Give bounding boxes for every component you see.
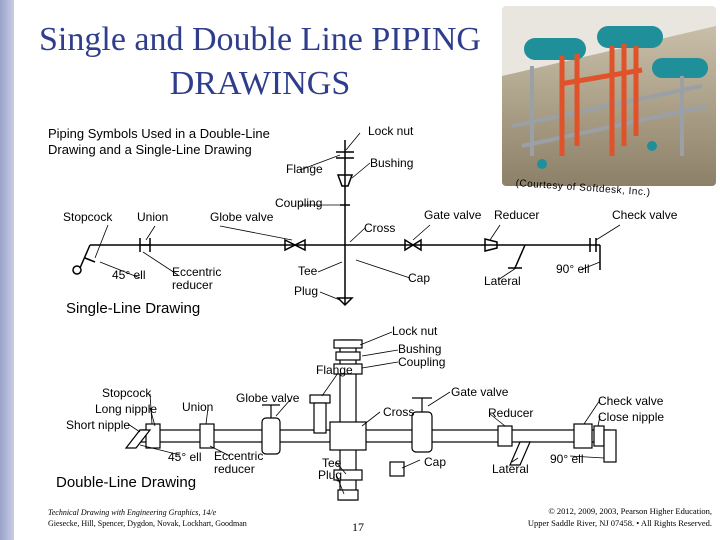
dl-label-tee: Tee <box>322 456 342 470</box>
single-line-section-label: Single-Line Drawing <box>66 300 201 317</box>
footer-copyright-line-2: Upper Saddle River, NJ 07458. • All Rights Reserved. <box>527 518 712 528</box>
footer-book-title: Technical Drawing with Engineering Graphics, 14/e <box>48 508 217 517</box>
sl-label-gate-valve: Gate valve <box>424 208 482 222</box>
footer-book-citation <box>48 507 247 529</box>
dl-label-eccentric-reducer <box>214 450 263 476</box>
sl-label-90-ell: 90° ell <box>556 262 590 276</box>
sl-label-reducer: Reducer <box>494 208 540 222</box>
sl-label-cross: Cross <box>364 221 396 235</box>
dl-label-coupling: Coupling <box>398 355 446 369</box>
dl-label-check-valve: Check valve <box>598 394 664 408</box>
sl-label-union: Union <box>137 210 169 224</box>
sl-label-globe-valve: Globe valve <box>210 210 274 224</box>
title-line-1: Single and Double Line PIPING <box>39 21 481 58</box>
footer-copyright <box>462 505 712 529</box>
sl-label-tee: Tee <box>298 264 318 278</box>
sl-label-eccentric-reducer-line1: Eccentric <box>172 265 222 279</box>
sl-label-coupling: Coupling <box>275 196 323 210</box>
dl-label-45-ell: 45° ell <box>168 450 202 464</box>
dl-label-90-ell: 90° ell <box>550 452 584 466</box>
title-line-2: DRAWINGS <box>169 65 351 102</box>
dl-label-eccentric-reducer-line1: Eccentric <box>214 449 264 463</box>
dl-label-reducer: Reducer <box>488 406 534 420</box>
dl-label-union: Union <box>182 400 214 414</box>
double-line-section-label: Double-Line Drawing <box>56 474 197 491</box>
dl-label-globe-valve: Globe valve <box>236 391 300 405</box>
subtitle-line-2: Drawing and a Single-Line Drawing <box>48 142 252 157</box>
footer-copyright-line-1: © 2012, 2009, 2003, Pearson Higher Education, <box>548 506 712 516</box>
sl-label-eccentric-reducer-line2: reducer <box>172 278 213 292</box>
dl-label-bushing: Bushing <box>398 342 442 356</box>
dl-label-close-nipple: Close nipple <box>598 410 665 424</box>
dl-label-stopcock: Stopcock <box>102 386 152 400</box>
dl-label-eccentric-reducer-line2: reducer <box>214 462 255 476</box>
sl-label-bushing: Bushing <box>370 156 414 170</box>
page-number: 17 <box>352 520 364 534</box>
sl-label-flange: Flange <box>286 162 323 176</box>
dl-label-long-nipple: Long nipple <box>95 402 158 416</box>
dl-label-short-nipple: Short nipple <box>66 418 131 432</box>
dl-label-cross: Cross <box>383 405 415 419</box>
dl-label-lateral: Lateral <box>492 462 529 476</box>
sl-label-lateral: Lateral <box>484 274 521 288</box>
subtitle-line-1: Piping Symbols Used in a Double-Line <box>48 126 270 141</box>
dl-label-plug: Plug <box>318 468 343 482</box>
footer-authors: Giesecke, Hill, Spencer, Dygdon, Novak, Lockhart, Goodman <box>48 519 247 528</box>
sl-label-check-valve: Check valve <box>612 208 678 222</box>
sl-label-45-ell: 45° ell <box>112 268 146 282</box>
image-credit: (Courtesy of Softdesk, Inc.) <box>515 178 651 199</box>
sl-label-stopcock: Stopcock <box>63 210 113 224</box>
sl-label-cap: Cap <box>408 271 431 285</box>
dl-label-flange: Flange <box>316 363 353 377</box>
sl-label-plug: Plug <box>294 284 319 298</box>
dl-label-lock-nut: Lock nut <box>392 324 438 338</box>
dl-label-gate-valve: Gate valve <box>451 385 509 399</box>
sl-label-lock-nut: Lock nut <box>368 124 414 138</box>
dl-label-cap: Cap <box>424 455 447 469</box>
